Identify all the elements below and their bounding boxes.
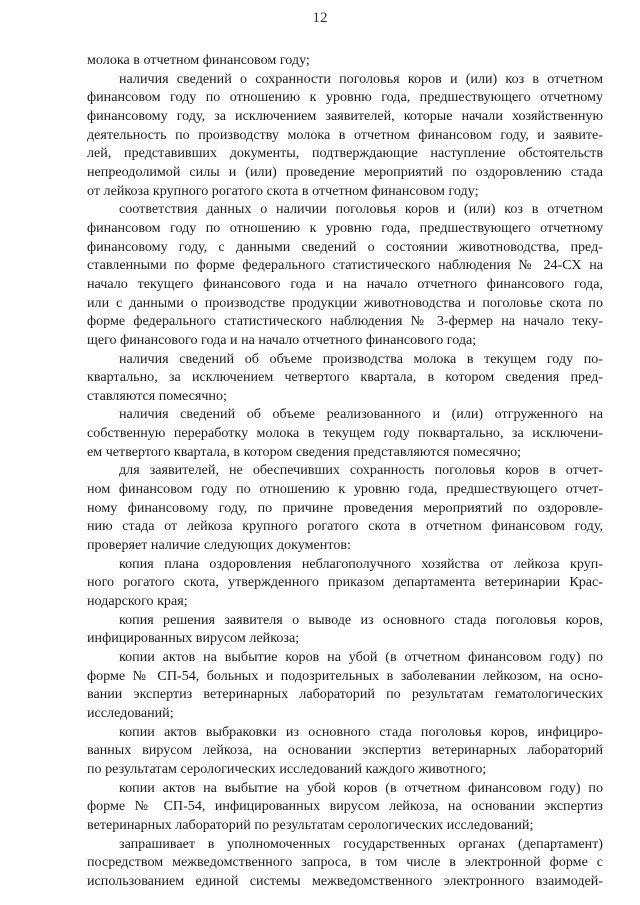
text-line: финансовому году, с данными сведений о состоянии животноводства, пред- <box>87 238 603 255</box>
text-line: копия плана оздоровления неблагополучного хозяйства от лейкоза круп- <box>119 555 603 572</box>
text-line: ванных вирусом лейкоза, на основании экспертиз ветеринарных лабораторий <box>87 742 603 759</box>
text-line: ном финансовом году по отношению к уровню года, предшествующего отчет- <box>87 481 603 498</box>
text-line: по результатам серологических исследований каждого животного; <box>87 760 487 777</box>
text-line: финансовому году, за исключением заявителей, которые начали хозяйственную <box>87 107 603 124</box>
text-line: собственную переработку молока в текущем году поквартально, за исключени- <box>87 425 603 442</box>
text-line: молока в отчетном финансовом году; <box>87 52 310 68</box>
text-line: копии актов выбраковки из основного стада поголовья коров, инфициро- <box>119 723 603 740</box>
text-line: нию стада от лейкоза крупного рогатого скота в отчетном финансовом году, <box>87 518 603 535</box>
text-line: нодарского края; <box>87 593 188 610</box>
text-line: форме № СП-54, больных и подозрительных в заболевании лейкозом, на осно- <box>87 667 603 684</box>
document-body <box>87 51 603 891</box>
text-line: копии актов на выбытие на убой коров (в отчетном финансовом году) по <box>119 779 603 796</box>
text-line: ному финансовому году, по причине проведения мероприятий по оздоровле- <box>87 499 603 516</box>
text-line: форме № СП-54, инфицированных вирусом лейкоза, на основании экспертиз <box>87 798 603 815</box>
text-line: наличия сведений об объеме реализованного и (или) отгруженного на <box>119 406 603 423</box>
text-line: лей, представивших документы, подтверждающие наступление обстоятельств <box>87 145 603 162</box>
text-line: форме федерального статистического наблюдения № 3-фермер на начало теку- <box>87 313 603 330</box>
text-line: начало текущего финансового года и на начало отчетного финансового года, <box>87 275 603 292</box>
text-line: ветеринарных лабораторий по результатам серологических исследований; <box>87 816 534 833</box>
text-line: использованием единой системы межведомственного электронного взаимодей- <box>87 872 603 889</box>
text-line: копия решения заявителя о выводе из основного стада поголовья коров, <box>119 611 603 628</box>
text-line: наличия сведений о сохранности поголовья коров и (или) коз в отчетном <box>119 70 603 87</box>
text-line: финансовом году по отношению к уровню года, предшествующего отчетному <box>87 219 603 236</box>
text-line: или с данными о производстве продукции животноводства и поголовье скота по <box>87 294 603 311</box>
text-line: соответствия данных о наличии поголовья коров и (или) коз в отчетном <box>119 201 603 218</box>
text-line: наличия сведений об объеме производства молока в текущем году по- <box>119 350 603 367</box>
text-line: деятельность по производству молока в отчетном финансовом году, и заявите- <box>87 126 603 143</box>
text-line: исследований; <box>87 704 174 721</box>
text-line: ем четвертого квартала, в котором сведения представляются помесячно; <box>87 443 522 460</box>
text-line: копии актов на выбытие коров на убой (в отчетном финансовом году) по <box>119 649 603 665</box>
text-line: от лейкоза крупного рогатого скота в отчетном финансовом году; <box>87 182 479 199</box>
text-line: инфицированных вирусом лейкоза; <box>87 630 300 647</box>
text-line: вании экспертиз ветеринарных лабораторий по результатам гематологических <box>87 686 603 703</box>
text-line: щего финансового года и на начало отчетного финансового года; <box>87 331 477 348</box>
page-number: 12 <box>312 10 328 26</box>
text-line: ного рогатого скота, утвержденного приказом департамента ветеринарии Крас- <box>87 574 603 591</box>
text-line: для заявителей, не обеспечивших сохранность поголовья коров в отчет- <box>119 462 603 479</box>
text-line: финансовом году по отношению к уровню года, предшествующего отчетному <box>87 89 603 106</box>
text-line: проверяет наличие следующих документов: <box>87 537 351 554</box>
text-line: непреодолимой силы и (или) проведение мероприятий по оздоровлению стада <box>87 163 603 180</box>
text-line: ставленными по форме федерального статистического наблюдения № 24-СХ на <box>87 257 603 274</box>
text-line: посредством межведомственного запроса, в том числе в электронной форме с <box>87 854 603 871</box>
text-line: запрашивает в уполномоченных государственных органах (департамент) <box>119 835 603 852</box>
text-line: ставляются помесячно; <box>87 387 227 404</box>
text-line: квартально, за исключением четвертого квартала, в котором сведения пред- <box>87 369 603 386</box>
